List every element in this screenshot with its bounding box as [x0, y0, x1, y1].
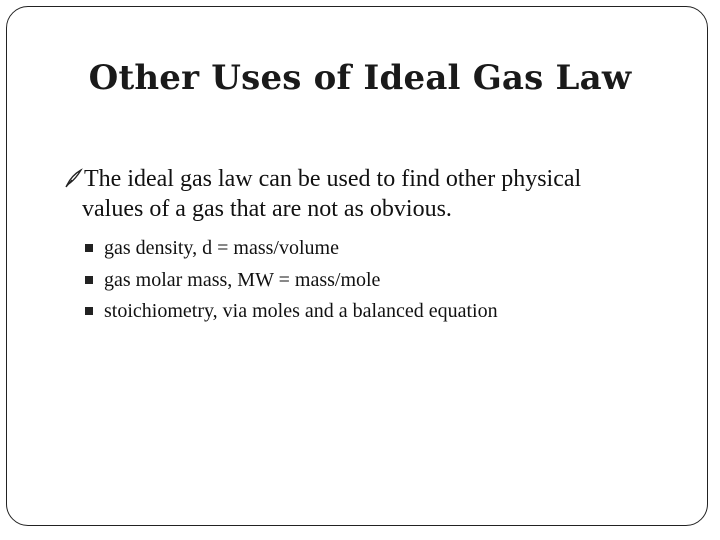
- sub-bullet-item: [84, 233, 684, 265]
- slide-body: [64, 164, 684, 328]
- slide-title: Other Uses of Ideal Gas Law: [88, 58, 632, 98]
- feather-bullet-icon: [64, 167, 84, 189]
- sub-bullet-list: [64, 233, 684, 328]
- sub-bullet-item: [84, 265, 684, 297]
- square-bullet-icon: [85, 276, 93, 284]
- square-bullet-icon: [85, 244, 93, 252]
- main-point-line-1: The ideal gas law can be used to find other physical: [84, 166, 582, 192]
- square-bullet-icon: [85, 307, 93, 315]
- main-point-line-2: values of a gas that are not as obvious.: [82, 196, 452, 222]
- sub-bullet-item: [84, 296, 684, 328]
- main-bullet-point: [64, 164, 684, 224]
- sub-bullet-text: gas density, d = mass/volume: [104, 237, 339, 259]
- sub-bullet-text: gas molar mass, MW = mass/mole: [104, 268, 381, 291]
- sub-bullet-text: stoichiometry, via moles and a balanced equation: [104, 300, 498, 322]
